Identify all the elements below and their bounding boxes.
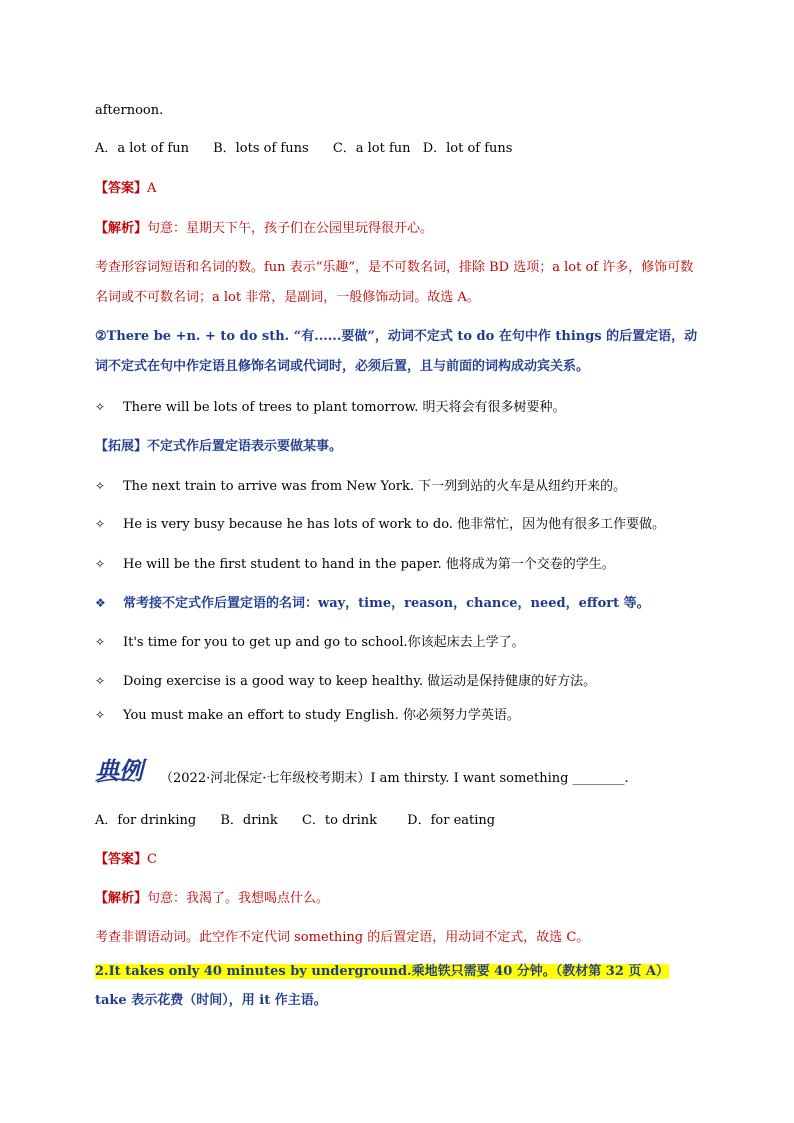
logo-text: 典例 (95, 756, 143, 785)
q1-explanation: 考查形容词短语和名词的数。fun 表示“乐趣”，是不可数名词，排除 BD 选项；a lot of 许多，修饰可数名词或不可数名词；a lot 非常，是副词，一般修饰动词。故选 A。 (95, 260, 694, 305)
bullet-icon: ✧ (95, 479, 106, 493)
highlighted-title: 2.It takes only 40 minutes by underground.乘地铁只需要 40 分钟。（教材第 32 页 A） (95, 964, 670, 979)
example-sentence: There will be lots of trees to plant tomorrow. 明天将会有很多树要种。 (123, 400, 566, 415)
analysis-label: 【解析】 (95, 221, 148, 236)
analysis-text: 句意：星期天下午，孩子们在公园里玩得很开心。 (147, 221, 434, 236)
question-tail: afternoon. (95, 103, 164, 118)
q2-options (95, 812, 515, 830)
answer-label: 【答案】 (95, 181, 148, 196)
example-sentence: Doing exercise is a good way to keep healthy. 做运动是保持健康的好方法。 (123, 674, 597, 689)
common-nouns-note: 常考接不定式作后置定语的名词：way，time，reason，chance，need，effort 等。 (123, 596, 650, 611)
bullet-icon: ✧ (95, 708, 106, 722)
extend-heading: 【拓展】不定式作后置定语表示要做某事。 (95, 439, 343, 454)
bullet-icon: ✧ (95, 674, 106, 688)
q1-answer (95, 180, 156, 198)
answer-label: 【答案】 (95, 852, 148, 867)
option-b: B．drink (220, 813, 278, 828)
example-sentence: He will be the first student to hand in the paper. 他将成为第一个交卷的学生。 (123, 557, 615, 572)
option-c: C．to drink (301, 813, 378, 828)
analysis-label: 【解析】 (95, 891, 148, 906)
bullet-icon: ✧ (95, 557, 106, 571)
point-2-title (95, 963, 669, 981)
answer-value: A (147, 181, 157, 196)
option-d: D．for eating (407, 813, 496, 828)
example-sentence: You must make an effort to study English. 你必须努力学英语。 (123, 708, 520, 723)
q1-options (95, 140, 532, 158)
point-2-note: take 表示花费（时间），用 it 作主语。 (95, 993, 327, 1008)
rule-2: ②There be +n. + to do sth. “有......要做”，动词不定式 to do 在句中作 things 的后置定语，动词不定式在句中作定语且修饰名词或代词时，必须后置，且与前面的词构成动宾关系。 (95, 329, 698, 374)
option-d: D．lot of funs (422, 141, 513, 156)
q1-analysis (95, 220, 433, 238)
bullet-icon: ✧ (95, 400, 106, 414)
answer-value: C (147, 852, 157, 867)
diamond-bullet-icon: ❖ (95, 596, 106, 610)
option-a: A．for drinking (95, 813, 197, 828)
q2-stem: （2022·河北保定·七年级校考期末）I am thirsty. I want something ________. (160, 771, 629, 786)
q2-explanation: 考查非谓语动词。此空作不定代词 something 的后置定语，用动词不定式，故选 C。 (95, 930, 590, 945)
example-logo-icon (95, 755, 155, 785)
option-a: A．a lot of fun (95, 141, 189, 156)
option-b: B．lots of funs (213, 141, 309, 156)
example-sentence: He is very busy because he has lots of work to do. 他非常忙，因为他有很多工作要做。 (123, 517, 666, 532)
example-sentence: It's time for you to get up and go to school.你该起床去上学了。 (123, 635, 525, 650)
analysis-text: 句意：我渴了。我想喝点什么。 (147, 891, 330, 906)
bullet-icon: ✧ (95, 635, 106, 649)
option-c: C．a lot fun (332, 141, 411, 156)
example-sentence: The next train to arrive was from New York. 下一列到站的火车是从纽约开来的。 (123, 479, 627, 494)
q2-answer (95, 851, 157, 869)
bullet-icon: ✧ (95, 517, 106, 531)
q2-analysis (95, 890, 329, 908)
